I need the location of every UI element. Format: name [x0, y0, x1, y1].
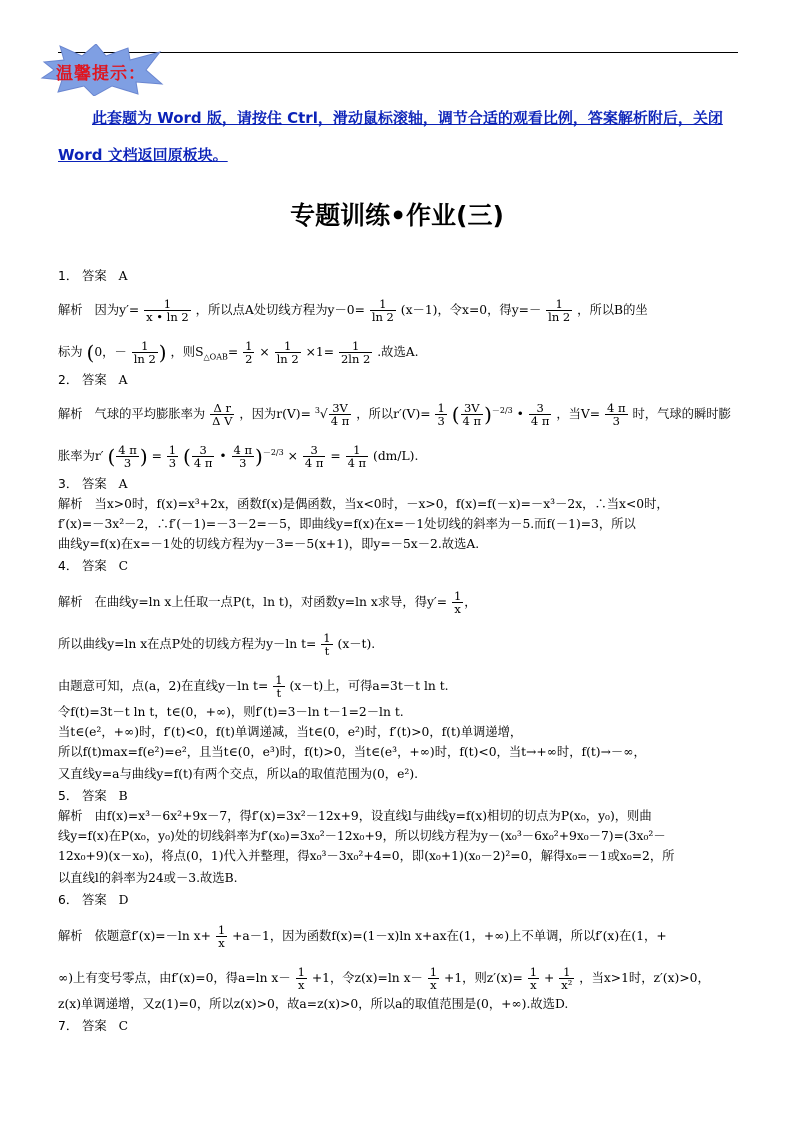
answer-value: A — [118, 477, 128, 491]
item-2-answer-line — [58, 374, 127, 386]
analysis-label: 解析 — [58, 303, 83, 318]
fraction: $\frac{3V}{4 \pi}$ — [462, 401, 482, 429]
item-number: 2． — [58, 373, 79, 387]
answer-label: 答案 — [82, 269, 107, 283]
item-6-answer-line — [58, 894, 128, 906]
answer-label: 答案 — [82, 373, 107, 387]
item-4-analysis-line-6: 所以f(t)max=f(e²)=e²，且当t∈(0，e³)时，f(t)>0，当t∈(e³，+∞)时，f(t)<0，当t→+∞时，f(t)→－∞， — [58, 745, 646, 759]
fraction: $\frac{1}{\ln 2}$ — [133, 339, 156, 367]
tip-title: 温馨提示： — [56, 64, 146, 84]
fraction: $\frac{3}{4 \pi}$ — [193, 443, 213, 471]
item-1-analysis-line-2: 标为 (0，－ $\frac{1}{\ln 2}$ ) ，则$S_{\triangle OAB}=$ $\frac{1}{2}$ × $\frac{1}{\ln 2}$ ×1= $\frac{1}{2\ln 2}$ .故选A. — [58, 339, 419, 367]
item-6-analysis-line-2: ∞)上有变号零点，由f′(x)=0，得a=ln x－ $\frac{1}{x}$ +1，令z(x)=ln x－ $\frac{1}{x}$ +1，则z′(x)= $\frac{1}{x}$ + $\frac{1}{\text{x²}}$ ，当x>1时，z′(x)>0， — [58, 965, 710, 993]
fraction: $\frac{3}{4 \pi}$ — [304, 443, 324, 471]
answer-value: C — [118, 1019, 128, 1033]
fraction: $\frac{1}{x}$ — [297, 965, 305, 993]
item-3-analysis-line-3: 曲线y=f(x)在x=－1处的切线方程为y－3=－5(x+1)，即y=－5x－2.故选A. — [58, 537, 480, 551]
item-5-answer-line — [58, 790, 128, 802]
item-number: 5． — [58, 789, 79, 803]
item-number: 7． — [58, 1019, 79, 1033]
fraction: $\frac{1}{3}$ — [437, 401, 445, 429]
fraction: $\frac{1}{x}$ — [217, 923, 226, 951]
item-4-analysis-line-7: 又直线y=a与曲线y=f(t)有两个交点，所以a的取值范围为(0，e²). — [58, 767, 419, 781]
fraction: $\frac{1}{\ln 2}$ — [371, 297, 394, 325]
item-number: 4． — [58, 559, 79, 573]
fraction: $\frac{4 \pi}{3}$ — [233, 443, 253, 471]
item-1-answer-line — [58, 270, 127, 282]
analysis-label: 解析 — [58, 929, 83, 944]
fraction: $\frac{1}{2}$ — [245, 339, 253, 367]
item-4-analysis-line-2: 所以曲线y=ln x在点P处的切线方程为y－ln t= $\frac{1}{t}$ (x－t). — [58, 631, 376, 659]
answer-value: C — [118, 559, 128, 573]
item-2-analysis-line-1: 解析 气球的平均膨胀率为 $\frac{\text{Δ r}}{\text{Δ V}}$ ，因为r(V)= $^3$√ $\frac{3V}{4 \pi}$ ，所以r′(V)= $\frac{1}{3}$ ( $\frac{3V}{4 \pi}$ )$^{-2/3}$ • $\frac{3}{4 \pi}$ ，当V= $\frac{4 \pi}{3}$ 时，气球的瞬时膨 — [58, 401, 731, 429]
item-5-analysis-line-2: 线y=f(x)在P(x₀，y₀)处的切线斜率为f′(x₀)=3x₀²－12x₀+9，所以切线方程为y－(x₀³－6x₀²+9x₀－7)=(3x₀²－ — [58, 829, 666, 843]
fraction: $\frac{1}{x}$ — [529, 965, 538, 993]
item-3-answer-line — [58, 478, 127, 490]
answer-value: A — [118, 373, 128, 387]
fraction: $\frac{1}{x}$ — [453, 589, 462, 617]
fraction: $\frac{4 \pi}{3}$ — [118, 443, 137, 471]
item-4-analysis-line-4: 令f(t)=3t－t ln t，t∈(0，+∞)，则f′(t)=3－ln t－1=2－ln t. — [58, 705, 404, 719]
analysis-label: 解析 — [58, 407, 83, 422]
item-4-analysis-line-1: 解析 在曲线y=ln x上任取一点P(t，ln t)，对函数y=ln x求导，得y′= $\frac{1}{x}$ ， — [58, 589, 477, 617]
item-2-analysis-line-2: 胀率为r′ ( $\frac{4 \pi}{3}$ ) = $\frac{1}{3}$ ( $\frac{3}{4 \pi}$ • $\frac{4 \pi}{3}$ )$^{-2/3}$ × $\frac{3}{4 \pi}$ = $\frac{1}{4 \pi}$ (dm/L). — [58, 443, 419, 471]
analysis-label: 解析 — [58, 497, 83, 511]
fraction: $\frac{1}{\text{x²}}$ — [561, 965, 573, 993]
fraction: $\frac{3}{4 \pi}$ — [530, 401, 550, 429]
fraction: $\frac{1}{3}$ — [168, 443, 177, 471]
item-7-answer-line — [58, 1020, 128, 1032]
fraction: $\frac{1}{2\ln 2}$ — [340, 339, 371, 367]
answer-label: 答案 — [82, 477, 107, 491]
notice-text: 此套题为 Word 版，请按住 Ctrl，滑动鼠标滚轴，调节合适的观看比例，答案解析附后，关闭 Word 文档返回原板块。 — [58, 109, 723, 164]
answer-label: 答案 — [82, 789, 107, 803]
item-4-answer-line — [58, 560, 128, 572]
fraction: $\frac{1}{t}$ — [275, 673, 283, 701]
fraction: $\frac{1}{\ln 2}$ — [548, 297, 571, 325]
document-title: 专题训练•作业(三) — [290, 201, 504, 230]
analysis-label: 解析 — [58, 595, 83, 610]
fraction: $\frac{1}{t}$ — [323, 631, 331, 659]
item-number: 6． — [58, 893, 79, 907]
item-4-analysis-line-5: 当t∈(e²，+∞)时，f′(t)<0，f(t)单调递减，当t∈(0，e²)时，f′(t)>0，f(t)单调递增， — [58, 725, 523, 739]
item-4-analysis-line-3: 由题意可知，点(a，2)在直线y－ln t= $\frac{1}{t}$ (x－t)上，可得a=3t－t ln t. — [58, 673, 449, 701]
answer-label: 答案 — [82, 559, 107, 573]
item-5-analysis-line-3: 12x₀+9)(x－x₀)，将点(0，1)代入并整理，得x₀³－3x₀²+4=0，即(x₀+1)(x₀－2)²=0，解得x₀=－1或x₀=2，所 — [58, 849, 675, 863]
analysis-label: 解析 — [58, 809, 83, 823]
fraction: $\frac{1}{\ln 2}$ — [276, 339, 299, 367]
fraction: $\frac{3V}{4 \pi}$ — [330, 401, 350, 429]
answer-label: 答案 — [82, 893, 107, 907]
answer-value: B — [118, 789, 128, 803]
fraction: $\frac{\text{Δ r}}{\text{Δ V}}$ — [212, 401, 233, 429]
item-3-analysis-line-2: f′(x)=－3x²－2，∴f′(－1)=－3－2=－5，即曲线y=f(x)在x=－1处切线的斜率为－5.而f(－1)=3，所以 — [58, 517, 636, 531]
answer-value: D — [118, 893, 129, 907]
item-3-analysis-line-1: 解析 当x>0时，f(x)=x³+2x，函数f(x)是偶函数，当x<0时，－x>0，f(x)=f(－x)=－x³－2x，∴当x<0时， — [58, 497, 669, 511]
item-6-analysis-line-1: 解析 依题意f′(x)=－ln x+ $\frac{1}{x}$ +a－1，因为函数f(x)=(1－x)ln x+ax在(1，+∞)上不单调，所以f′(x)在(1，+ — [58, 923, 667, 951]
item-5-analysis-line-1: 解析 由f(x)=x³－6x²+9x－7，得f′(x)=3x²－12x+9，设直线l与曲线y=f(x)相切的切点为P(x₀，y₀)，则曲 — [58, 809, 652, 823]
answer-value: A — [118, 269, 128, 283]
item-5-analysis-line-4: 以直线l的斜率为24或－3.故选B. — [58, 871, 238, 885]
fraction: $\frac{1}{x}$ — [429, 965, 438, 993]
item-1-analysis-line-1: 解析 因为y′= $\frac{1}{x • \ln 2}$ ，所以点A处切线方程为y－0= $\frac{1}{\ln 2}$ (x－1)，令x=0，得y=－ $\frac{1}{\ln 2}$ ，所以B的坐 — [58, 297, 648, 325]
item-number: 1． — [58, 269, 79, 283]
fraction: $\frac{1}{4 \pi}$ — [347, 443, 367, 471]
fraction: $\frac{1}{x • \ln 2}$ — [146, 297, 189, 325]
fraction: $\frac{4 \pi}{3}$ — [607, 401, 626, 429]
answer-label: 答案 — [82, 1019, 107, 1033]
item-6-analysis-line-3: z(x)单调递增，又z(1)=0，所以z(x)>0，故a=z(x)>0，所以a的取值范围是(0，+∞).故选D. — [58, 997, 569, 1011]
item-number: 3． — [58, 477, 79, 491]
